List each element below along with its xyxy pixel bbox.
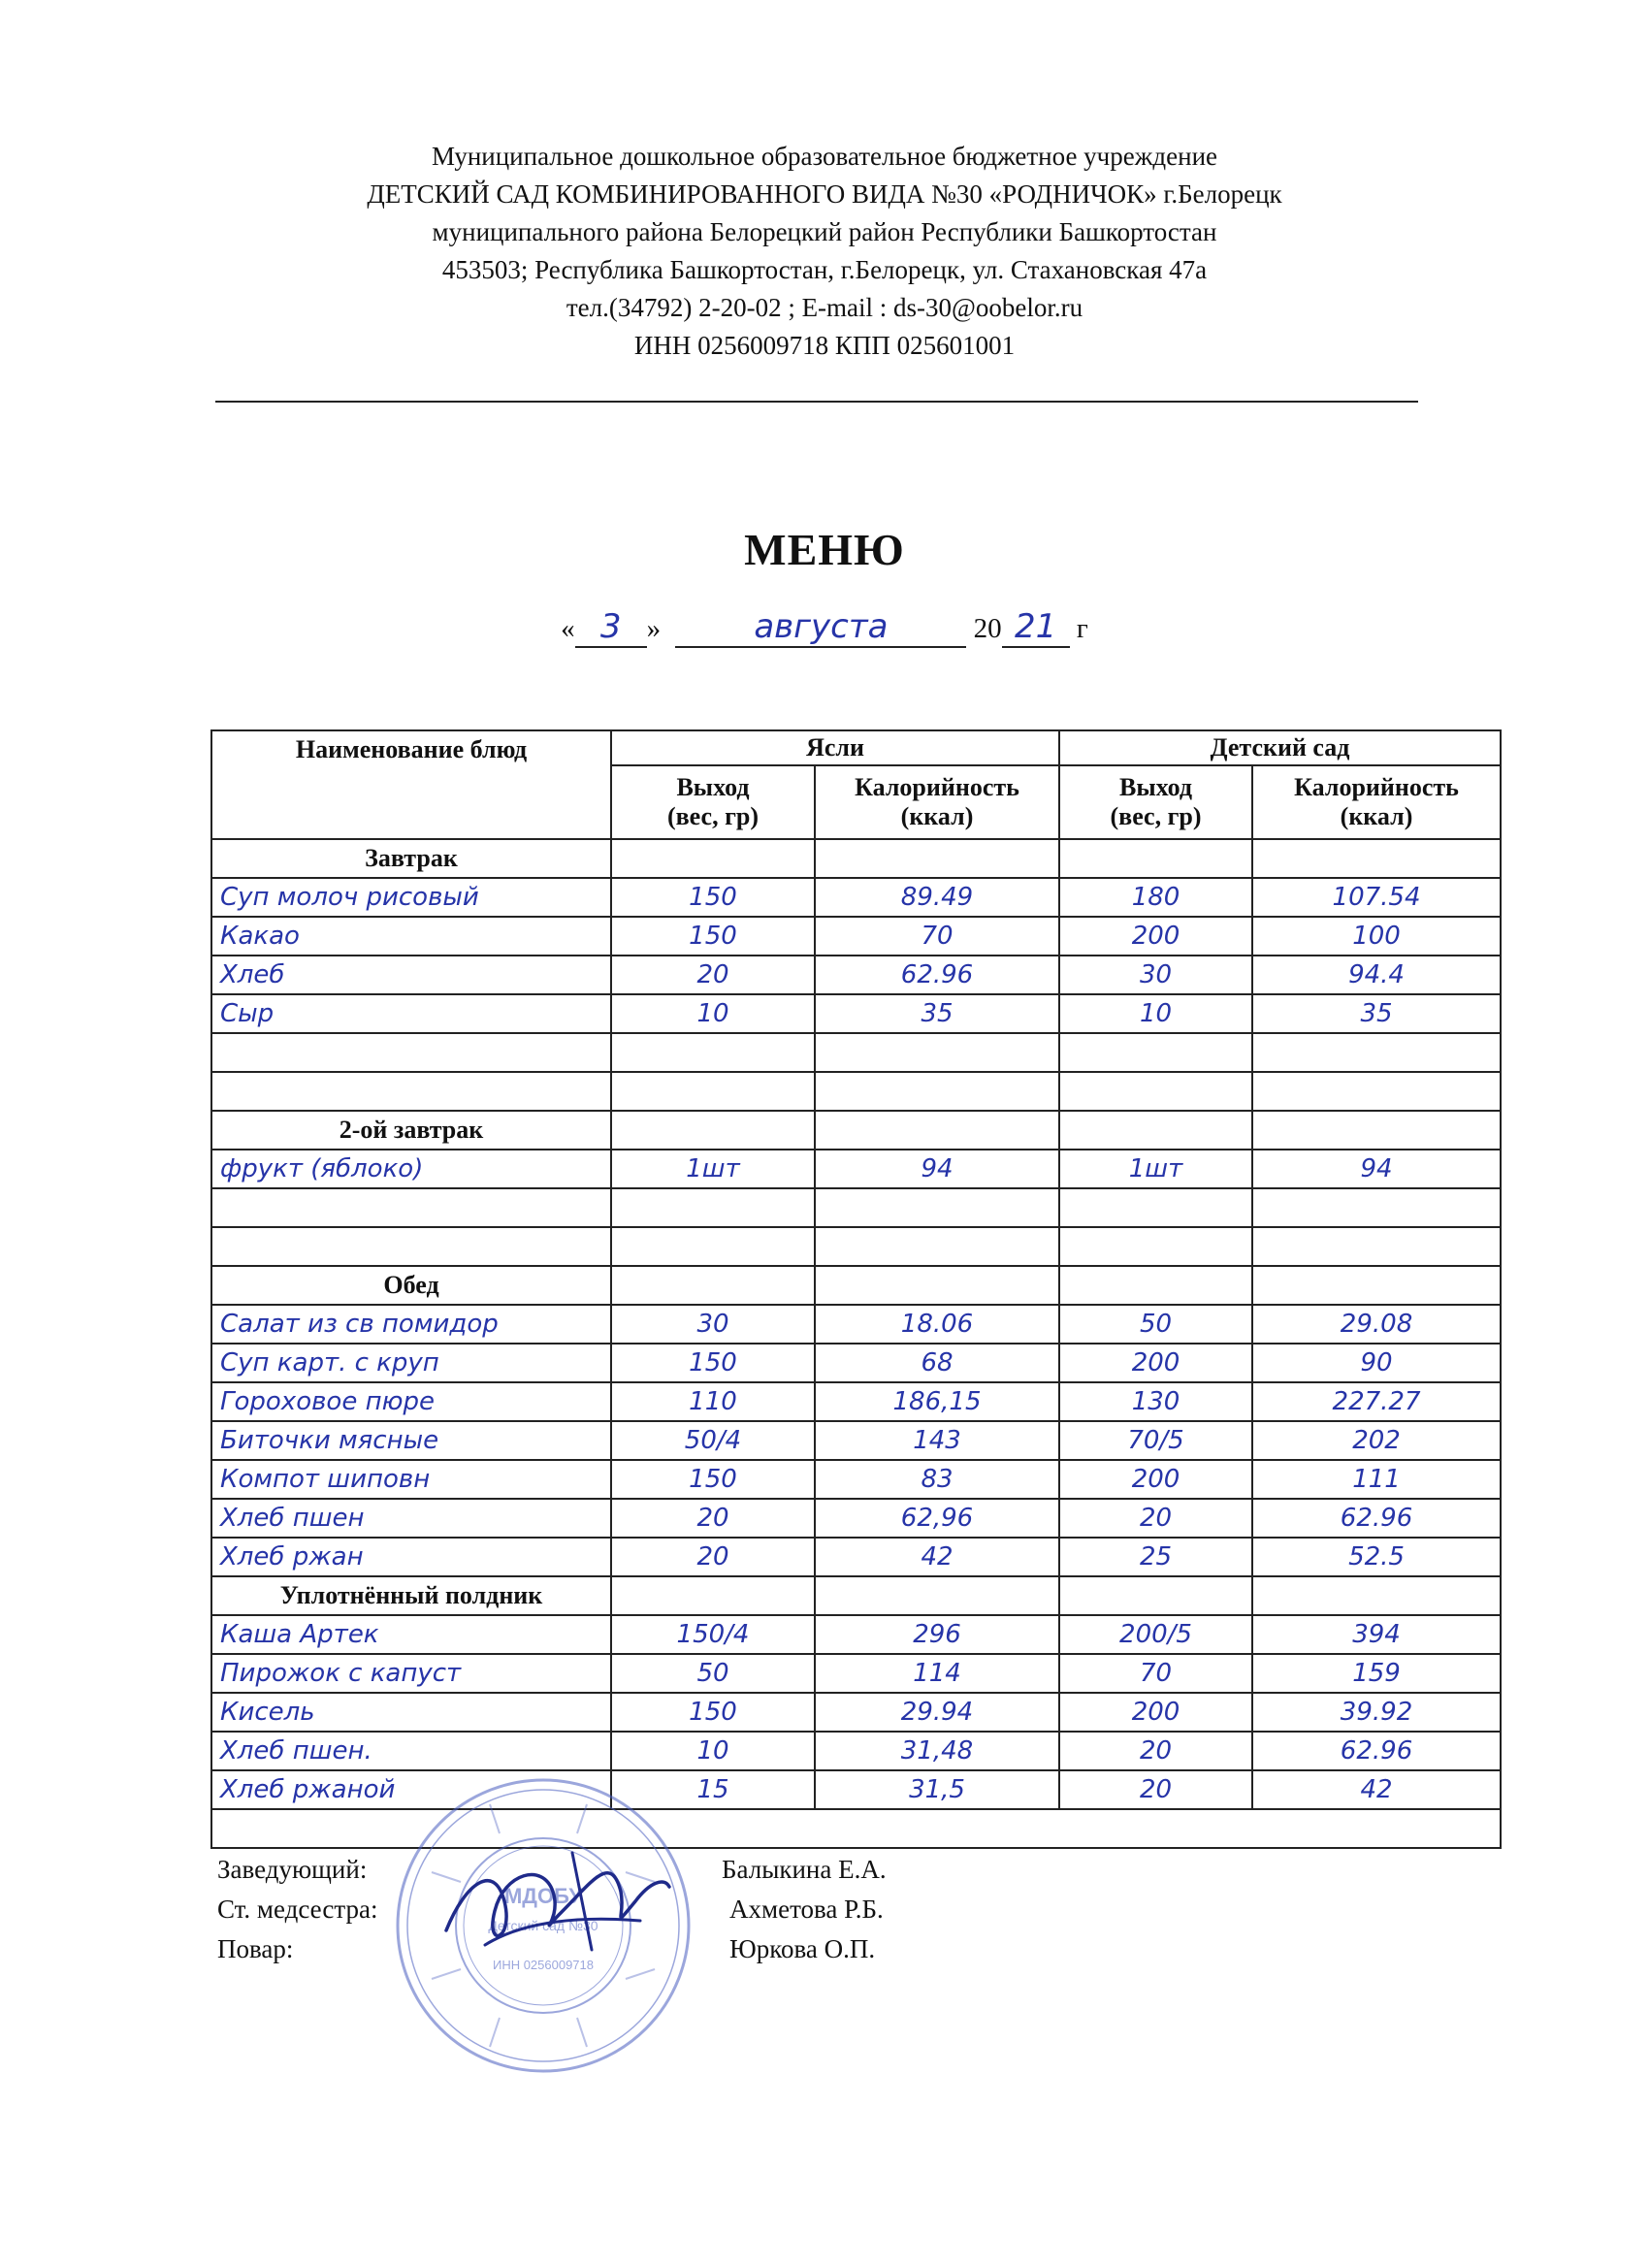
nursery-output: 110 <box>611 1382 815 1421</box>
kindergarten-calories: 94 <box>1252 1150 1501 1188</box>
nursery-calories: 35 <box>815 994 1059 1033</box>
table-row <box>211 1421 1501 1460</box>
kindergarten-calories: 394 <box>1252 1615 1501 1654</box>
signature-name: Балыкина Е.А. <box>722 1855 887 1884</box>
kindergarten-output: 130 <box>1059 1382 1252 1421</box>
page-title: МЕНЮ <box>744 525 905 574</box>
signature-block <box>211 1809 1501 1848</box>
dish-name: Сыр <box>211 994 611 1033</box>
dish-name: Салат из св помидор <box>211 1305 611 1344</box>
nursery-output: 20 <box>611 1499 815 1538</box>
header-divider <box>215 401 1418 403</box>
signature-role: Повар: <box>217 1934 294 1963</box>
org-header-line: 453503; Республика Башкортостан, г.Белорецк, ул. Стахановская 47а <box>441 255 1208 284</box>
nursery-output: 10 <box>611 994 815 1033</box>
kindergarten-output <box>1059 1033 1252 1072</box>
table-cell <box>1059 839 1252 878</box>
kindergarten-output: 1шт <box>1059 1150 1252 1188</box>
date-day-blank <box>575 607 647 648</box>
kindergarten-calories: 62.96 <box>1252 1732 1501 1770</box>
nursery-calories: 94 <box>815 1150 1059 1188</box>
kindergarten-calories: 52.5 <box>1252 1538 1501 1576</box>
table-row <box>211 878 1501 917</box>
kindergarten-output: 30 <box>1059 956 1252 994</box>
kindergarten-output: 20 <box>1059 1499 1252 1538</box>
dish-name <box>211 1033 611 1072</box>
nursery-output: 1шт <box>611 1150 815 1188</box>
table-cell <box>815 1111 1059 1150</box>
dish-name: Компот шиповн <box>211 1460 611 1499</box>
table-row <box>211 917 1501 956</box>
nursery-calories: 62,96 <box>815 1499 1059 1538</box>
kindergarten-output <box>1059 1072 1252 1111</box>
nursery-output: 15 <box>611 1770 815 1809</box>
nursery-calories <box>815 1072 1059 1111</box>
kindergarten-output: 70 <box>1059 1654 1252 1693</box>
column-header-calories: Калорийность (ккал) <box>1252 765 1501 839</box>
handwritten-signature <box>427 1824 679 1969</box>
kindergarten-output: 200 <box>1059 1693 1252 1732</box>
column-header-output: Выход (вес, гр) <box>1059 765 1252 839</box>
nursery-output: 150 <box>611 917 815 956</box>
table-cell <box>815 1266 1059 1305</box>
kindergarten-calories <box>1252 1072 1501 1111</box>
column-group-nursery: Ясли <box>611 730 1059 765</box>
date-year-suffix: 21 <box>1015 607 1057 646</box>
stamp-subtext: Детский сад №30 <box>488 1918 598 1933</box>
signature-role: Заведующий: <box>217 1855 368 1884</box>
date-close-quote: » <box>646 613 662 644</box>
dish-name <box>211 1227 611 1266</box>
nursery-calories <box>815 1227 1059 1266</box>
nursery-calories: 29.94 <box>815 1693 1059 1732</box>
dish-name: фрукт (яблоко) <box>211 1150 611 1188</box>
table-row <box>211 1150 1501 1188</box>
section-header-row <box>211 1266 1501 1305</box>
kindergarten-calories: 227.27 <box>1252 1382 1501 1421</box>
table-row <box>211 1615 1501 1654</box>
kindergarten-output: 180 <box>1059 878 1252 917</box>
nursery-output <box>611 1072 815 1111</box>
dish-name: Какао <box>211 917 611 956</box>
dish-name: Суп молоч рисовый <box>211 878 611 917</box>
table-row <box>211 1460 1501 1499</box>
date-year-blank <box>1002 607 1070 648</box>
kindergarten-output: 200/5 <box>1059 1615 1252 1654</box>
nursery-calories: 68 <box>815 1344 1059 1382</box>
kindergarten-calories: 29.08 <box>1252 1305 1501 1344</box>
table-row <box>211 1188 1501 1227</box>
signature-block-row <box>211 1809 1501 1848</box>
kindergarten-calories: 111 <box>1252 1460 1501 1499</box>
table-row <box>211 1305 1501 1344</box>
nursery-output: 10 <box>611 1732 815 1770</box>
nursery-calories: 42 <box>815 1538 1059 1576</box>
table-row <box>211 994 1501 1033</box>
date-day: 3 <box>599 607 622 646</box>
nursery-calories: 18.06 <box>815 1305 1059 1344</box>
table-row <box>211 1732 1501 1770</box>
kindergarten-calories: 100 <box>1252 917 1501 956</box>
org-header <box>0 138 1649 365</box>
nursery-output: 150 <box>611 1460 815 1499</box>
nursery-calories: 89.49 <box>815 878 1059 917</box>
kindergarten-calories: 90 <box>1252 1344 1501 1382</box>
dish-name: Пирожок с капуст <box>211 1654 611 1693</box>
nursery-output <box>611 1227 815 1266</box>
dish-name: Каша Артек <box>211 1615 611 1654</box>
section-title: Уплотнённый полдник <box>211 1576 611 1615</box>
table-cell <box>815 1576 1059 1615</box>
table-row <box>211 1344 1501 1382</box>
column-group-kindergarten: Детский сад <box>1059 730 1501 765</box>
dish-name: Хлеб ржаной <box>211 1770 611 1809</box>
org-header-line: ИНН 0256009718 КПП 025601001 <box>633 331 1016 360</box>
nursery-output: 150 <box>611 1693 815 1732</box>
table-cell <box>815 839 1059 878</box>
table-row <box>211 956 1501 994</box>
org-header-line: муниципального района Белорецкий район Республики Башкортостан <box>432 217 1217 246</box>
nursery-output <box>611 1033 815 1072</box>
kindergarten-output: 20 <box>1059 1770 1252 1809</box>
kindergarten-output: 70/5 <box>1059 1421 1252 1460</box>
nursery-calories: 296 <box>815 1615 1059 1654</box>
kindergarten-calories: 42 <box>1252 1770 1501 1809</box>
kindergarten-output: 200 <box>1059 1344 1252 1382</box>
table-cell <box>1252 1111 1501 1150</box>
signature-name: Юркова О.П. <box>729 1934 876 1963</box>
kindergarten-calories <box>1252 1033 1501 1072</box>
nursery-calories: 31,5 <box>815 1770 1059 1809</box>
kindergarten-calories: 202 <box>1252 1421 1501 1460</box>
dish-name: Хлеб <box>211 956 611 994</box>
kindergarten-output: 25 <box>1059 1538 1252 1576</box>
nursery-calories: 186,15 <box>815 1382 1059 1421</box>
kindergarten-output: 200 <box>1059 917 1252 956</box>
section-title: 2-ой завтрак <box>211 1111 611 1150</box>
kindergarten-calories: 62.96 <box>1252 1499 1501 1538</box>
nursery-output: 150 <box>611 878 815 917</box>
dish-name: Хлеб пшен. <box>211 1732 611 1770</box>
kindergarten-calories: 94.4 <box>1252 956 1501 994</box>
nursery-calories: 83 <box>815 1460 1059 1499</box>
table-cell <box>1252 1576 1501 1615</box>
nursery-calories <box>815 1033 1059 1072</box>
dish-name <box>211 1072 611 1111</box>
table-row <box>211 1072 1501 1111</box>
table-row <box>211 1693 1501 1732</box>
kindergarten-calories: 107.54 <box>1252 878 1501 917</box>
dish-name: Суп карт. с круп <box>211 1344 611 1382</box>
kindergarten-output: 20 <box>1059 1732 1252 1770</box>
table-cell <box>1059 1576 1252 1615</box>
dish-name: Кисель <box>211 1693 611 1732</box>
table-row <box>211 1538 1501 1576</box>
kindergarten-output: 200 <box>1059 1460 1252 1499</box>
dish-name: Гороховое пюре <box>211 1382 611 1421</box>
nursery-output: 50 <box>611 1654 815 1693</box>
nursery-output: 50/4 <box>611 1421 815 1460</box>
menu-table <box>210 729 1502 1849</box>
signature-role: Ст. медсестра: <box>217 1895 378 1924</box>
table-cell <box>1252 839 1501 878</box>
nursery-calories: 31,48 <box>815 1732 1059 1770</box>
nursery-output: 150 <box>611 1344 815 1382</box>
section-title: Завтрак <box>211 839 611 878</box>
column-header-dish: Наименование блюд <box>211 730 611 839</box>
date-month-blank <box>675 607 966 648</box>
section-header-row <box>211 1576 1501 1615</box>
stamp-center-text: МДОБУ <box>503 1884 583 1908</box>
dish-name: Биточки мясные <box>211 1421 611 1460</box>
table-cell <box>1252 1266 1501 1305</box>
kindergarten-calories: 159 <box>1252 1654 1501 1693</box>
kindergarten-output: 10 <box>1059 994 1252 1033</box>
table-row <box>211 1382 1501 1421</box>
nursery-calories: 70 <box>815 917 1059 956</box>
dish-name: Хлеб ржан <box>211 1538 611 1576</box>
section-title: Обед <box>211 1266 611 1305</box>
kindergarten-output: 50 <box>1059 1305 1252 1344</box>
kindergarten-calories: 35 <box>1252 994 1501 1033</box>
table-row <box>211 1227 1501 1266</box>
kindergarten-output <box>1059 1227 1252 1266</box>
nursery-calories: 62.96 <box>815 956 1059 994</box>
nursery-output: 20 <box>611 1538 815 1576</box>
date-year-prefix: 20 <box>973 613 1002 644</box>
stamp-inn: ИНН 0256009718 <box>492 1958 595 1972</box>
signature-name: Ахметова Р.Б. <box>729 1895 884 1924</box>
date-year-unit: г <box>1076 613 1088 644</box>
nursery-output <box>611 1188 815 1227</box>
table-cell <box>611 1111 815 1150</box>
column-header-output: Выход (вес, гр) <box>611 765 815 839</box>
kindergarten-output <box>1059 1188 1252 1227</box>
nursery-output: 150/4 <box>611 1615 815 1654</box>
table-row <box>211 1770 1501 1809</box>
table-cell <box>611 1266 815 1305</box>
table-cell <box>611 1576 815 1615</box>
nursery-calories: 143 <box>815 1421 1059 1460</box>
table-row <box>211 1033 1501 1072</box>
kindergarten-calories <box>1252 1227 1501 1266</box>
table-row <box>211 1499 1501 1538</box>
table-cell <box>1059 1111 1252 1150</box>
menu-body <box>211 839 1501 1848</box>
nursery-output: 20 <box>611 956 815 994</box>
dish-name <box>211 1188 611 1227</box>
org-header-line: Муниципальное дошкольное образовательное бюджетное учреждение <box>432 142 1217 171</box>
org-header-line: тел.(34792) 2-20-02 ; E-mail : ds-30@oobelor.ru <box>566 293 1083 322</box>
dish-name: Хлеб пшен <box>211 1499 611 1538</box>
date-month: августа <box>754 607 889 646</box>
section-header-row <box>211 1111 1501 1150</box>
menu-date <box>0 607 1649 648</box>
kindergarten-calories <box>1252 1188 1501 1227</box>
table-cell <box>1059 1266 1252 1305</box>
org-header-line: ДЕТСКИЙ САД КОМБИНИРОВАННОГО ВИДА №30 «РОДНИЧОК» г.Белорецк <box>367 179 1282 209</box>
nursery-calories <box>815 1188 1059 1227</box>
nursery-output: 30 <box>611 1305 815 1344</box>
nursery-calories: 114 <box>815 1654 1059 1693</box>
date-open-quote: « <box>561 613 575 644</box>
table-row <box>211 1654 1501 1693</box>
table-cell <box>611 839 815 878</box>
section-header-row <box>211 839 1501 878</box>
kindergarten-calories: 39.92 <box>1252 1693 1501 1732</box>
column-header-calories: Калорийность (ккал) <box>815 765 1059 839</box>
